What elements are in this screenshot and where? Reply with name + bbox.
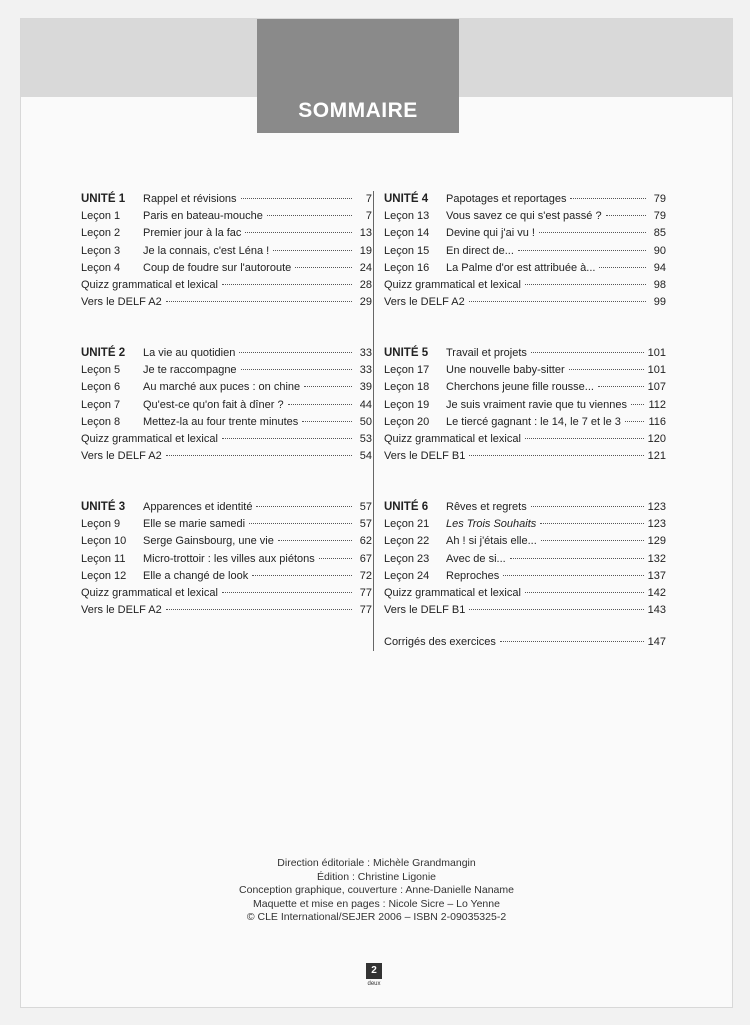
toc-entry (384, 568, 666, 585)
entry-code: Leçon 22 (384, 535, 430, 548)
credit-line: Direction éditoriale : Michèle Grandmangin (277, 857, 476, 869)
entry-title: Premier jour à la fac (143, 227, 242, 240)
entry-page: 116 (648, 415, 666, 428)
dot-leader (273, 250, 352, 251)
entry-title: Quizz grammatical et lexical (384, 432, 521, 445)
dot-leader (510, 558, 644, 559)
dot-leader (569, 369, 644, 370)
entry-title: Le tiercé gagnant : le 14, le 7 et le 3 (446, 415, 621, 428)
entry-code: Leçon 20 (384, 415, 430, 428)
dot-leader (166, 301, 352, 302)
entry-page: 101 (647, 347, 666, 359)
entry-page: 7 (365, 210, 372, 223)
entry-page: 54 (359, 450, 372, 463)
dot-leader (267, 215, 352, 216)
entry-title: En direct de... (446, 244, 514, 257)
entry-page: 72 (359, 569, 372, 582)
entry-title: Reproches (446, 569, 500, 582)
entry-page: 123 (647, 501, 666, 513)
entry-title: Corrigés des exercices (384, 636, 496, 648)
entry-title: Qu'est-ce qu'on fait à dîner ? (143, 398, 284, 411)
entry-code: UNITÉ 5 (384, 347, 429, 359)
toc-unit-block (384, 345, 666, 465)
entry-title: La Palme d'or est attribuée à... (446, 261, 596, 274)
dot-leader (241, 198, 352, 199)
credit-line: Maquette et mise en pages : Nicole Sicre – Lo Yenne (253, 897, 500, 910)
entry-page: 94 (653, 261, 666, 274)
entry-page: 19 (359, 244, 372, 257)
entry-title: Quizz grammatical et lexical (81, 586, 218, 599)
toc-unit-block (81, 345, 372, 465)
entry-code: UNITÉ 3 (81, 501, 126, 513)
entry-code: Leçon 9 (81, 518, 121, 531)
dot-leader (539, 232, 646, 233)
dot-leader (541, 540, 644, 541)
dot-leader (598, 386, 644, 387)
toc-unit-block (81, 499, 372, 619)
entry-title: Vers le DELF B1 (384, 604, 466, 617)
entry-code: Leçon 4 (81, 261, 121, 274)
entry-code: Leçon 7 (81, 398, 121, 411)
toc-unit-heading (384, 345, 666, 362)
column-divider (373, 191, 374, 651)
toc-entry (384, 602, 666, 619)
toc-entry (384, 260, 666, 277)
entry-code: Leçon 14 (384, 227, 430, 240)
toc-unit-heading (384, 191, 666, 208)
toc-unit-heading (81, 191, 372, 208)
entry-title: Ah ! si j'étais elle... (446, 535, 537, 548)
entry-code: Leçon 2 (81, 227, 121, 240)
entry-title: Coup de foudre sur l'autoroute (143, 261, 292, 274)
toc-entry (81, 379, 372, 396)
entry-title: Vous savez ce qui s'est passé ? (446, 210, 602, 223)
entry-title: Rappel et révisions (143, 193, 237, 205)
entry-code: UNITÉ 2 (81, 347, 126, 359)
title-banner (257, 19, 459, 133)
entry-page: 98 (653, 278, 666, 291)
toc-entry (384, 243, 666, 260)
entry-title: Les Trois Souhaits (446, 518, 537, 531)
entry-page: 24 (359, 261, 372, 274)
toc-entry (81, 602, 372, 619)
toc-entry (81, 225, 372, 242)
entry-page: 123 (647, 518, 666, 531)
entry-code: UNITÉ 4 (384, 193, 429, 205)
entry-page: 57 (359, 501, 372, 513)
toc-unit-heading (81, 345, 372, 362)
toc-unit-block (81, 191, 372, 311)
toc-entry (384, 431, 666, 448)
toc-entry (384, 448, 666, 465)
entry-page: 85 (653, 227, 666, 240)
toc-entry (384, 208, 666, 225)
dot-leader (241, 369, 352, 370)
dot-leader (599, 267, 646, 268)
page-number: 2 (366, 963, 382, 979)
dot-leader (319, 558, 352, 559)
dot-leader (525, 284, 646, 285)
entry-page: 112 (648, 398, 666, 411)
entry-title: Elle se marie samedi (143, 518, 246, 531)
entry-title: Je te raccompagne (143, 364, 237, 377)
toc-entry (81, 431, 372, 448)
toc-entry (384, 397, 666, 414)
credit-line: Conception graphique, couverture : Anne-Danielle Naname (239, 884, 514, 896)
toc-entry (384, 414, 666, 431)
dot-leader (500, 641, 644, 642)
corriges-block (384, 634, 666, 651)
toc-entry (81, 397, 372, 414)
entry-page: 77 (359, 604, 372, 617)
entry-code: Leçon 15 (384, 244, 430, 257)
dot-leader (166, 609, 352, 610)
toc-entry (81, 551, 372, 568)
entry-title: Elle a changé de look (143, 569, 249, 582)
entry-page: 57 (359, 518, 372, 531)
entry-title: Papotages et reportages (446, 193, 567, 205)
entry-title: Une nouvelle baby-sitter (446, 364, 565, 377)
entry-page: 39 (359, 381, 372, 394)
entry-code: Leçon 13 (384, 210, 430, 223)
entry-code: Leçon 1 (81, 210, 121, 223)
entry-page: 101 (647, 364, 666, 377)
credits (21, 857, 732, 925)
entry-page: 79 (653, 210, 666, 223)
page-title: SOMMAIRE (298, 99, 418, 122)
entry-title: Quizz grammatical et lexical (384, 586, 521, 599)
dot-leader (245, 232, 352, 233)
dot-leader (469, 455, 643, 456)
dot-leader (503, 575, 643, 576)
dot-leader (518, 250, 646, 251)
toc-entry (81, 208, 372, 225)
dot-leader (304, 386, 352, 387)
toc-unit-heading (384, 499, 666, 516)
toc-entry (81, 568, 372, 585)
toc-entry-corriges (384, 634, 666, 651)
entry-page: 142 (647, 586, 666, 599)
dot-leader (295, 267, 352, 268)
entry-code: Leçon 12 (81, 569, 127, 582)
dot-leader (531, 352, 644, 353)
entry-title: Rêves et regrets (446, 501, 527, 513)
toc-entry (384, 533, 666, 550)
toc-entry (384, 379, 666, 396)
entry-title: Paris en bateau-mouche (143, 210, 263, 223)
dot-leader (166, 455, 352, 456)
entry-code: Leçon 16 (384, 261, 430, 274)
entry-title: Mettez-la au four trente minutes (143, 415, 299, 428)
dot-leader (249, 523, 352, 524)
entry-code: Leçon 10 (81, 535, 127, 548)
credit-line: © CLE International/SEJER 2006 – ISBN 2-09035325-2 (246, 911, 507, 923)
entry-page: 137 (647, 569, 666, 582)
toc-entry (81, 585, 372, 602)
entry-code: Leçon 24 (384, 569, 430, 582)
entry-title: Devine qui j'ai vu ! (446, 227, 535, 240)
toc-entry (384, 225, 666, 242)
dot-leader (531, 506, 644, 507)
entry-page: 79 (653, 193, 666, 205)
dot-leader (288, 404, 352, 405)
toc-entry (384, 551, 666, 568)
entry-title: Au marché aux puces : on chine (143, 381, 301, 394)
entry-code: Leçon 6 (81, 381, 121, 394)
dot-leader (570, 198, 646, 199)
dot-leader (256, 506, 352, 507)
toc-entry (81, 533, 372, 550)
entry-page: 121 (647, 450, 666, 463)
entry-code: Leçon 18 (384, 381, 430, 394)
entry-page: 143 (647, 604, 666, 617)
toc-entry (81, 243, 372, 260)
dot-leader (239, 352, 352, 353)
toc-entry (384, 277, 666, 294)
entry-code: Leçon 11 (81, 552, 126, 565)
entry-page: 50 (359, 415, 372, 428)
entry-title: Travail et projets (446, 347, 527, 359)
entry-title: Micro-trottoir : les villes aux piétons (143, 552, 315, 565)
dot-leader (631, 404, 644, 405)
entry-page: 29 (359, 296, 372, 309)
toc-unit-block (384, 191, 666, 311)
page-sheet (20, 18, 733, 1008)
entry-title: Vers le DELF A2 (81, 604, 162, 617)
entry-page: 107 (647, 381, 666, 394)
entry-title: Vers le DELF B1 (384, 450, 466, 463)
dot-leader (222, 284, 352, 285)
entry-code: Leçon 17 (384, 364, 430, 377)
entry-title: Quizz grammatical et lexical (81, 432, 218, 445)
entry-page: 129 (647, 535, 666, 548)
toc-entry (384, 516, 666, 533)
entry-code: Leçon 3 (81, 244, 121, 257)
toc-entry (81, 516, 372, 533)
entry-page: 33 (359, 347, 372, 359)
entry-code: Leçon 19 (384, 398, 430, 411)
entry-title: Serge Gainsbourg, une vie (143, 535, 274, 548)
entry-page: 62 (359, 535, 372, 548)
dot-leader (278, 540, 352, 541)
entry-code: Leçon 23 (384, 552, 430, 565)
dot-leader (606, 215, 646, 216)
dot-leader (540, 523, 643, 524)
dot-leader (469, 301, 646, 302)
entry-code: Leçon 21 (384, 518, 430, 531)
entry-page: 132 (647, 552, 666, 565)
toc-unit-block (384, 499, 666, 619)
entry-title: Avec de si... (446, 552, 506, 565)
dot-leader (469, 609, 643, 610)
dot-leader (252, 575, 352, 576)
entry-page: 120 (647, 432, 666, 445)
toc-entry (81, 448, 372, 465)
toc-entry (384, 585, 666, 602)
toc-unit-heading (81, 499, 372, 516)
toc-entry (81, 414, 372, 431)
toc-entry (384, 294, 666, 311)
toc-entry (81, 294, 372, 311)
toc-entry (81, 277, 372, 294)
entry-page: 28 (359, 278, 372, 291)
entry-page: 53 (359, 432, 372, 445)
entry-code: Leçon 8 (81, 415, 121, 428)
entry-page: 33 (359, 364, 372, 377)
dot-leader (525, 438, 644, 439)
dot-leader (302, 421, 352, 422)
entry-title: Vers le DELF A2 (81, 296, 162, 309)
entry-code: Leçon 5 (81, 364, 121, 377)
toc-entry (81, 362, 372, 379)
entry-title: Apparences et identité (143, 501, 253, 513)
entry-title: Vers le DELF A2 (81, 450, 162, 463)
entry-title: Je suis vraiment ravie que tu viennes (446, 398, 627, 411)
toc-entry (81, 260, 372, 277)
entry-title: La vie au quotidien (143, 347, 236, 359)
dot-leader (222, 592, 352, 593)
entry-page: 13 (359, 227, 372, 240)
entry-title: Je la connais, c'est Léna ! (143, 244, 270, 257)
entry-title: Cherchons jeune fille rousse... (446, 381, 594, 394)
dot-leader (625, 421, 645, 422)
entry-title: Quizz grammatical et lexical (81, 278, 218, 291)
dot-leader (222, 438, 352, 439)
entry-code: UNITÉ 6 (384, 501, 429, 513)
entry-page: 147 (647, 636, 666, 648)
entry-title: Quizz grammatical et lexical (384, 278, 521, 291)
entry-page: 67 (359, 552, 372, 565)
entry-title: Vers le DELF A2 (384, 296, 465, 309)
page-number-word: deux (367, 981, 381, 987)
credit-line: Édition : Christine Ligonie (316, 870, 437, 883)
entry-page: 44 (359, 398, 372, 411)
dot-leader (525, 592, 644, 593)
entry-code: UNITÉ 1 (81, 193, 126, 205)
entry-page: 7 (365, 193, 372, 205)
entry-page: 77 (359, 586, 372, 599)
entry-page: 99 (653, 296, 666, 309)
entry-page: 90 (653, 244, 666, 257)
toc-entry (384, 362, 666, 379)
